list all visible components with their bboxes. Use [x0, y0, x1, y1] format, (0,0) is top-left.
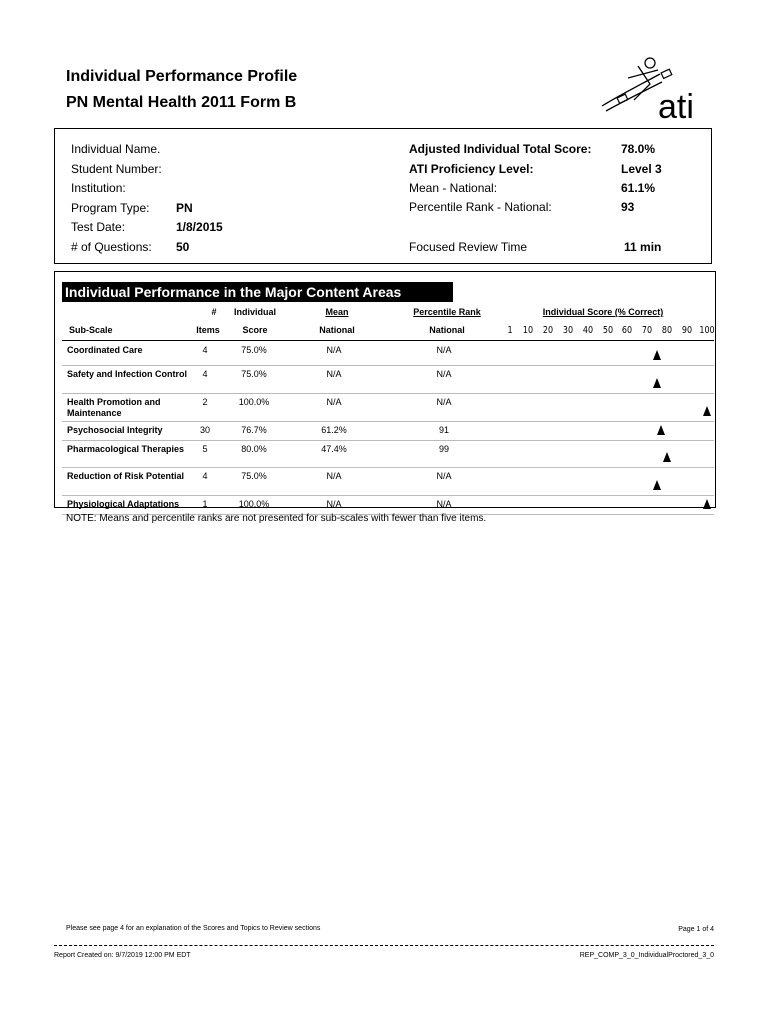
scale-label: 40	[582, 325, 593, 336]
score-marker	[653, 378, 661, 388]
score-value: 76.7%	[241, 425, 267, 435]
scale-label: 50	[602, 325, 613, 336]
mean-value: N/A	[326, 471, 342, 481]
percentile-national-label: Percentile Rank - National:	[409, 200, 552, 214]
items-header-bottom: Items	[196, 325, 220, 335]
scale-label: 20	[542, 325, 553, 336]
student-number-label: Student Number:	[71, 162, 162, 176]
institution-label: Institution:	[71, 181, 126, 195]
score-value: 75.0%	[241, 369, 267, 379]
subscale-name: Coordinated Care	[67, 345, 143, 355]
subscale-name: Pharmacological Therapies	[67, 444, 185, 454]
mean-national-value: 61.1%	[621, 181, 656, 195]
score-marker	[657, 425, 665, 435]
table-row	[62, 468, 714, 496]
scale-label: 90	[682, 325, 693, 336]
score-marker	[703, 406, 711, 416]
program-type-label: Program Type:	[71, 201, 150, 215]
percentile-national-value: 93	[621, 200, 635, 214]
page-number: Page 1 of 4	[678, 926, 714, 933]
pr-value: 91	[438, 425, 449, 435]
report-id: REP_COMP_3_0_IndividualProctored_3_0	[579, 952, 714, 959]
scale-label: 1	[507, 325, 513, 336]
scale-label: 10	[522, 325, 533, 336]
svg-text:ati: ati	[658, 88, 694, 122]
items-value: 2	[202, 397, 208, 407]
scale-label: 80	[662, 325, 673, 336]
scale-label: 70	[642, 325, 653, 336]
footer-explanation: Please see page 4 for an explanation of the Scores and Topics to Review sections	[66, 925, 321, 932]
student-info-panel	[54, 128, 712, 264]
pr-value: N/A	[436, 345, 452, 355]
focused-review-value: 11 min	[624, 240, 662, 254]
scale-label: 60	[622, 325, 633, 336]
items-value: 30	[199, 425, 210, 435]
ati-logo-graphic	[598, 56, 708, 122]
test-date-value: 1/8/2015	[176, 220, 223, 234]
report-created: Report Created on: 9/7/2019 12:00 PM EDT	[54, 952, 191, 959]
pr-header-top: Percentile Rank	[413, 307, 481, 317]
mean-value: 61.2%	[321, 425, 347, 435]
test-date-label: Test Date:	[71, 220, 126, 234]
mean-national-label: Mean - National:	[409, 181, 498, 195]
scale-label: 100	[699, 325, 715, 336]
mean-value: N/A	[326, 397, 342, 407]
content-areas-heading: Individual Performance in the Major Content Areas	[62, 282, 453, 302]
table-row	[62, 342, 714, 366]
mean-header-top: Mean	[325, 307, 349, 317]
table-header-rule	[62, 340, 714, 341]
table-row	[62, 441, 714, 468]
score-value: 80.0%	[241, 444, 267, 454]
subscale-name: Psychosocial Integrity	[67, 425, 163, 435]
footer-divider	[54, 945, 714, 946]
mean-header-bottom: National	[319, 325, 355, 335]
subscale-name: Reduction of Risk Potential	[67, 471, 185, 481]
scale-label: 30	[562, 325, 573, 336]
chart-title: Individual Score (% Correct)	[542, 307, 664, 317]
pr-header-bottom: National	[429, 325, 465, 335]
subscale-header: Sub-Scale	[69, 325, 113, 335]
pr-value: N/A	[436, 471, 452, 481]
items-value: 5	[202, 444, 208, 454]
mean-value: N/A	[326, 369, 342, 379]
score-header-bottom: Score	[242, 325, 268, 335]
subscale-name: Safety and Infection Control	[67, 369, 188, 379]
pr-value: N/A	[436, 369, 452, 379]
exam-name: PN Mental Health 2011 Form B	[66, 94, 297, 111]
table-row	[62, 366, 714, 394]
score-value: 75.0%	[241, 345, 267, 355]
score-header-top: Individual	[233, 307, 276, 317]
mean-value: N/A	[326, 499, 342, 509]
ati-logo	[598, 56, 708, 122]
note-text: NOTE: Means and percentile ranks are not presented for sub-scales with fewer than five items.	[66, 513, 487, 524]
table-row	[62, 394, 714, 422]
score-value: 100.0%	[238, 499, 270, 509]
pr-value: N/A	[436, 499, 452, 509]
adjusted-score-value: 78.0%	[621, 142, 656, 156]
score-marker	[663, 452, 671, 462]
score-value: 75.0%	[241, 471, 267, 481]
adjusted-score-label: Adjusted Individual Total Score:	[409, 142, 592, 156]
proficiency-label: ATI Proficiency Level:	[409, 162, 534, 176]
score-value: 100.0%	[238, 397, 270, 407]
mean-value: N/A	[326, 345, 342, 355]
pr-value: N/A	[436, 397, 452, 407]
pr-value: 99	[438, 444, 449, 454]
items-value: 4	[202, 345, 208, 355]
num-questions-label: # of Questions:	[71, 240, 152, 254]
items-value: 4	[202, 369, 208, 379]
individual-name-label: Individual Name.	[71, 142, 161, 156]
proficiency-value: Level 3	[621, 162, 662, 176]
items-header-top: #	[211, 307, 217, 317]
subscale-name: Physiological Adaptations	[67, 499, 180, 509]
items-value: 4	[202, 471, 208, 481]
score-marker	[653, 350, 661, 360]
mean-value: 47.4%	[321, 444, 347, 454]
focused-review-label: Focused Review Time	[409, 240, 528, 254]
items-value: 1	[202, 499, 208, 509]
subscale-name: Health Promotion and Maintenance	[67, 397, 161, 418]
num-questions-value: 50	[176, 240, 190, 254]
report-title: Individual Performance Profile	[66, 68, 298, 85]
content-areas-panel	[54, 271, 716, 508]
score-marker	[703, 499, 711, 509]
program-type-value: PN	[176, 201, 193, 215]
score-marker	[653, 480, 661, 490]
table-row	[62, 422, 714, 441]
